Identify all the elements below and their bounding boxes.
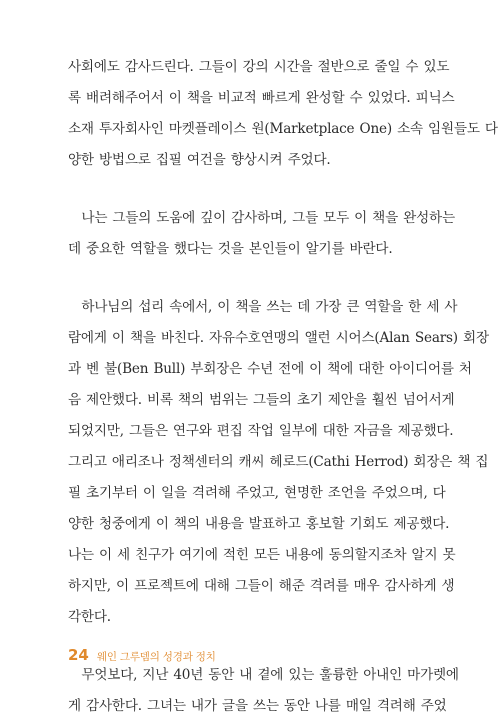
paragraph-3 — [68, 292, 489, 633]
text-line: 소재 투자회사인 마켓플레이스 원(Marketplace One) 소속 임원들도 다 — [68, 121, 498, 137]
paragraph-4 — [68, 660, 459, 722]
page-footer — [68, 646, 216, 664]
text-line: 람에게 이 책을 바친다. 자유수호연맹의 앨런 시어스(Alan Sears) 회장 — [68, 330, 489, 346]
text-line: 음 제안했다. 비록 책의 범위는 그들의 초기 제안을 훨씬 넘어서게 — [68, 392, 455, 408]
text-line: 필 초기부터 이 일을 격려해 주었고, 현명한 조언을 주었으며, 다 — [68, 485, 446, 501]
paragraph-gap — [68, 265, 440, 292]
text-line: 양한 청중에게 이 책의 내용을 발표하고 홍보할 기회도 제공했다. — [68, 516, 450, 532]
text-line: 하지만, 이 프로젝트에 대해 그들이 해준 격려를 매우 감사하게 생 — [68, 578, 455, 594]
paragraph-gap — [68, 176, 440, 203]
text-line: 나는 이 세 친구가 여기에 적힌 모든 내용에 동의할지조차 알지 못 — [68, 547, 456, 563]
text-line: 무엇보다, 지난 40년 동안 내 곁에 있는 훌륭한 아내인 마가렛에 — [68, 667, 459, 683]
text-line: 데 중요한 역할을 했다는 것을 본인들이 알기를 바란다. — [68, 241, 393, 257]
body-text — [68, 52, 498, 722]
text-line: 양한 방법으로 집필 여건을 향상시켜 주었다. — [68, 152, 331, 168]
text-line: 그리고 애리조나 정책센터의 캐씨 헤로드(Cathi Herrod) 회장은 책 집 — [68, 454, 489, 470]
paragraph-1 — [68, 52, 498, 176]
text-line: 사회에도 감사드린다. 그들이 강의 시간을 절반으로 줄일 수 있도 — [68, 59, 450, 75]
text-line: 게 감사한다. 그녀는 내가 글을 쓰는 동안 나를 매일 격려해 주었 — [68, 698, 447, 714]
text-line: 나는 그들의 도움에 깊이 감사하며, 그들 모두 이 책을 완성하는 — [68, 210, 455, 226]
text-line: 하나님의 섭리 속에서, 이 책을 쓰는 데 가장 큰 역할을 한 세 사 — [68, 299, 458, 315]
running-title: 웨인 그루뎀의 성경과 정치 — [96, 651, 216, 663]
text-line: 록 배려해주어서 이 책을 비교적 빠르게 완성할 수 있었다. 피닉스 — [68, 90, 455, 106]
text-line: 과 벤 불(Ben Bull) 부회장은 수년 전에 이 책에 대한 아이디어를 처 — [68, 361, 472, 377]
paragraph-2 — [68, 203, 455, 265]
text-line: 각한다. — [68, 609, 111, 625]
page-number: 24 — [68, 646, 89, 664]
text-line: 되었지만, 그들은 연구와 편집 작업 일부에 대한 자금을 제공했다. — [68, 423, 454, 439]
